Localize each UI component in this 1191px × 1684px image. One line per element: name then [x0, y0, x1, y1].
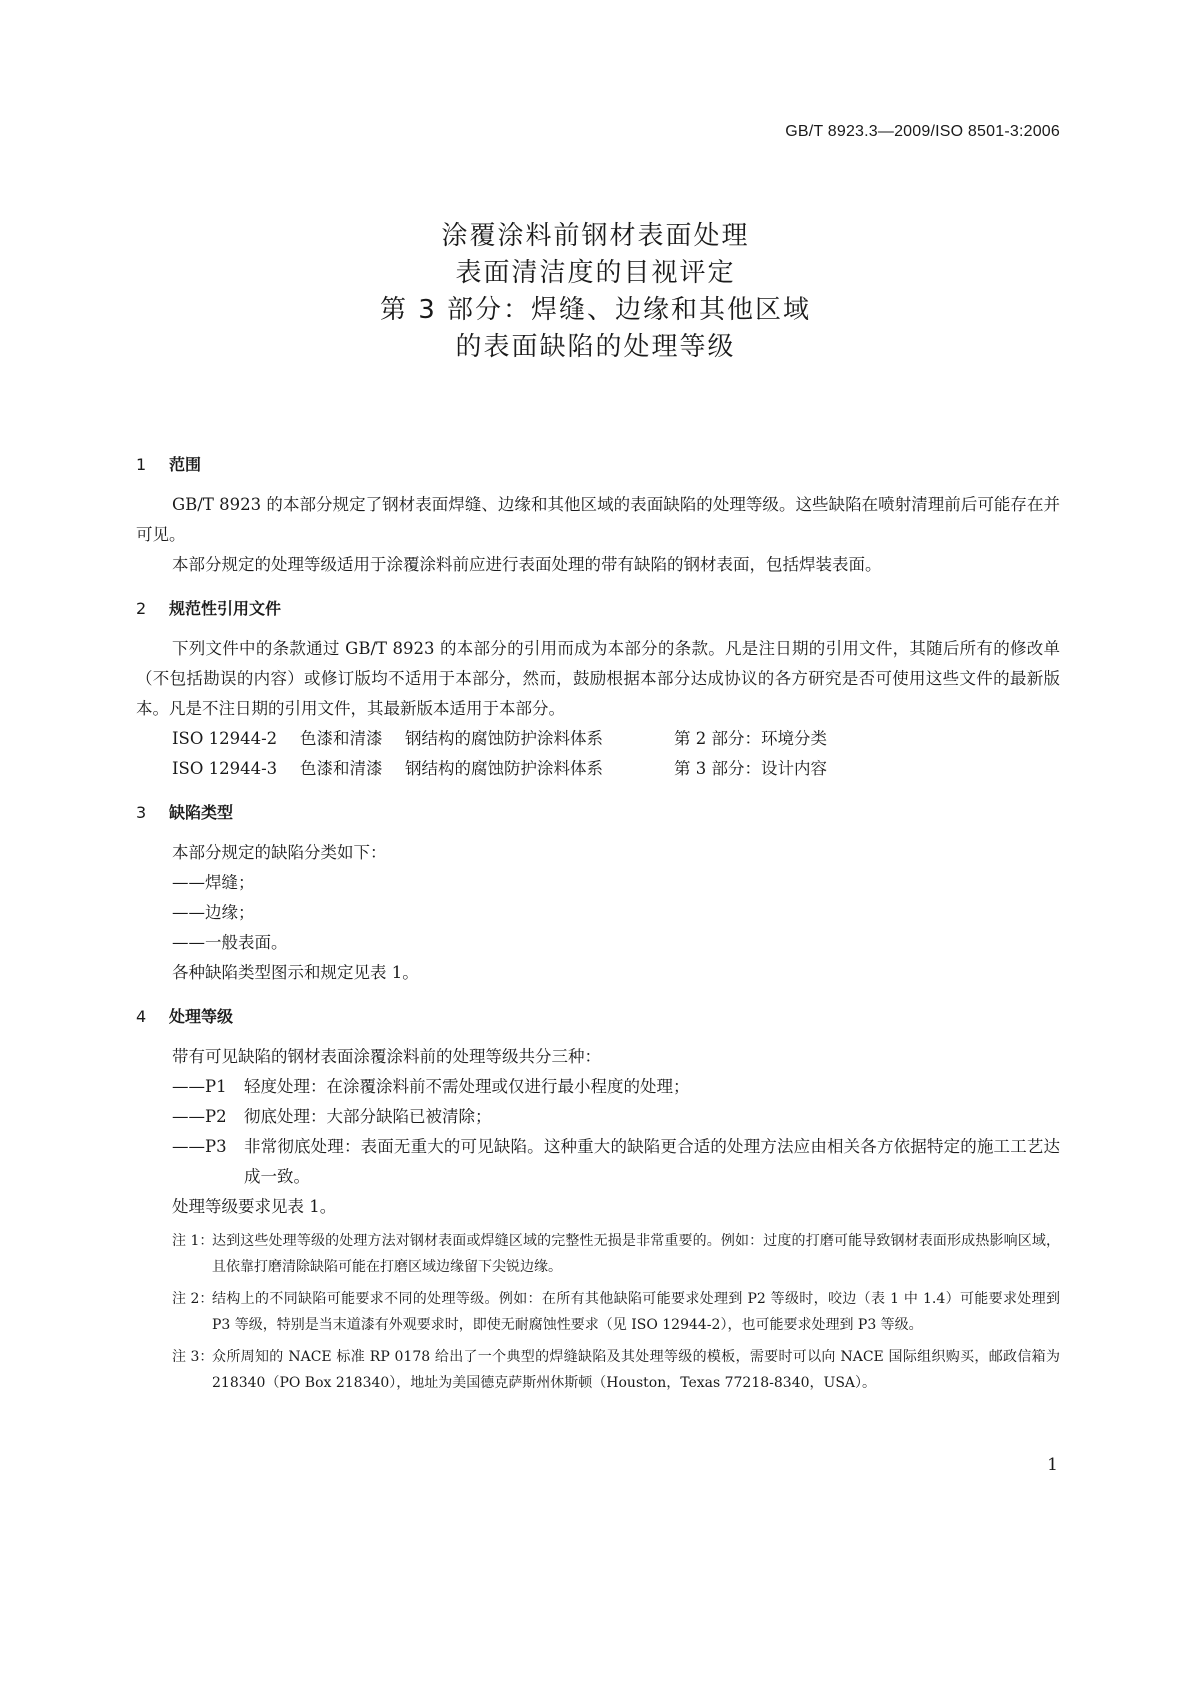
paragraph: 带有可见缺陷的钢材表面涂覆涂料前的处理等级共分三种：	[172, 1047, 601, 1066]
note-label: 注 1：	[172, 1233, 214, 1249]
note-2	[136, 1286, 1060, 1338]
document-body	[136, 454, 1060, 1396]
note-3	[136, 1344, 1060, 1396]
section-number: 2	[136, 599, 147, 618]
section-number: 3	[136, 803, 147, 822]
grade-label: ——P1	[172, 1077, 227, 1096]
paragraph: GB/T 8923 的本部分规定了钢材表面焊缝、边缘和其他区域的表面缺陷的处理等级。这些缺陷在喷射清理前后可能存在并可见。	[136, 495, 1060, 544]
section-title: 处理等级	[169, 1007, 234, 1026]
note-text: 众所周知的 NACE 标准 RP 0178 给出了一个典型的焊缝缺陷及其处理等级的模板，需要时可以向 NACE 国际组织购买，邮政信箱为 218340（PO Box 218340），地址为美国德克萨斯州休斯顿（Houston，Texas 77218-8340，USA）。	[212, 1349, 1060, 1391]
paragraph: 处理等级要求见表 1。	[172, 1197, 337, 1216]
grade-text: 非常彻底处理：表面无重大的可见缺陷。这种重大的缺陷更合适的处理方法应由相关各方依据特定的施工工艺达成一致。	[244, 1137, 1060, 1186]
reference-title-part: 色漆和清漆	[300, 729, 383, 748]
list-item: ——一般表面。	[172, 933, 288, 952]
grade-item-p2	[136, 1102, 1060, 1132]
section-title: 缺陷类型	[169, 803, 234, 822]
section-heading-normative-references	[136, 598, 1060, 620]
title-line-4: 的表面缺陷的处理等级	[455, 332, 736, 362]
grade-text: 轻度处理：在涂覆涂料前不需处理或仅进行最小程度的处理；	[244, 1077, 690, 1096]
section-heading-defect-types	[136, 802, 1060, 824]
title-line-3: 第 3 部分：焊缝、边缘和其他区域	[379, 295, 812, 325]
note-label: 注 3：	[172, 1349, 214, 1365]
note-text: 结构上的不同缺陷可能要求不同的处理等级。例如：在所有其他缺陷可能要求处理到 P2 等级时，咬边（表 1 中 1.4）可能要求处理到 P3 等级，特别是当末道漆有外观要求时，即使无耐腐蚀性要求（见 ISO 12944-2），也可能要求处理到 P3 等级。	[212, 1291, 1060, 1333]
paragraph: 本部分规定的处理等级适用于涂覆涂料前应进行表面处理的带有缺陷的钢材表面，包括焊装表面。	[172, 555, 882, 574]
title-line-1: 涂覆涂料前钢材表面处理	[441, 221, 750, 251]
grade-label: ——P3	[172, 1137, 227, 1156]
section-title: 范围	[169, 455, 202, 474]
section-number: 4	[136, 1007, 147, 1026]
reference-title-part: 钢结构的腐蚀防护涂料体系	[405, 759, 603, 778]
reference-item	[136, 724, 1060, 754]
paragraph: 下列文件中的条款通过 GB/T 8923 的本部分的引用而成为本部分的条款。凡是注日期的引用文件，其随后所有的修改单（不包括勘误的内容）或修订版均不适用于本部分，然而，鼓励根据本部分达成协议的各方研究是否可使用这些文件的最新版本。凡是不注日期的引用文件，其最新版本适用于本部分。	[136, 639, 1060, 718]
section-heading-scope	[136, 454, 1060, 476]
grade-text: 彻底处理：大部分缺陷已被清除；	[244, 1107, 492, 1126]
section-number: 1	[136, 455, 147, 474]
note-text: 达到这些处理等级的处理方法对钢材表面或焊缝区域的完整性无损是非常重要的。例如：过度的打磨可能导致钢材表面形成热影响区域，且依靠打磨清除缺陷可能在打磨区域边缘留下尖锐边缘。	[212, 1233, 1060, 1275]
section-title: 规范性引用文件	[169, 599, 282, 618]
grade-label: ——P2	[172, 1107, 227, 1126]
note-label: 注 2：	[172, 1291, 214, 1307]
list-item: ——焊缝；	[172, 873, 255, 892]
reference-title-part: 色漆和清漆	[300, 759, 383, 778]
page-number: 1	[1047, 1455, 1058, 1475]
reference-code: ISO 12944-3	[172, 759, 278, 778]
reference-code: ISO 12944-2	[172, 729, 278, 748]
title-line-2: 表面清洁度的目视评定	[455, 258, 736, 288]
paragraph: 各种缺陷类型图示和规定见表 1。	[172, 963, 419, 982]
section-heading-preparation-grades	[136, 1006, 1060, 1028]
document-title	[0, 218, 1191, 366]
grade-item-p1	[136, 1072, 1060, 1102]
reference-item	[136, 754, 1060, 784]
list-item: ——边缘；	[172, 903, 255, 922]
grade-item-p3	[136, 1132, 1060, 1192]
reference-title-part: 第 3 部分：设计内容	[674, 759, 827, 778]
reference-title-part: 钢结构的腐蚀防护涂料体系	[405, 729, 603, 748]
standard-code: GB/T 8923.3—2009/ISO 8501-3:2006	[785, 123, 1060, 140]
note-1	[136, 1228, 1060, 1280]
reference-title-part: 第 2 部分：环境分类	[674, 729, 827, 748]
paragraph: 本部分规定的缺陷分类如下：	[172, 843, 387, 862]
